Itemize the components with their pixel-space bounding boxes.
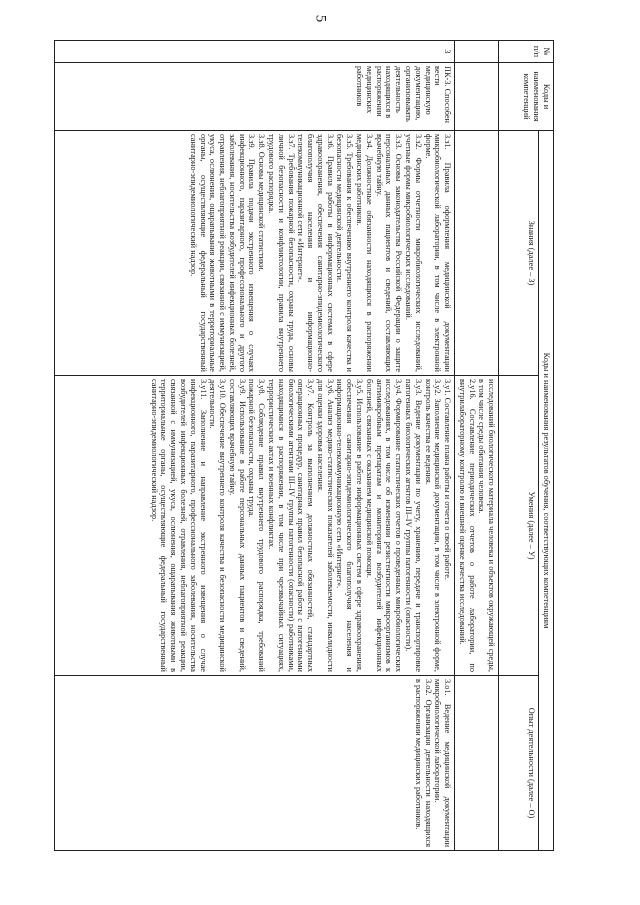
header-num: № п/п (499, 41, 554, 63)
header-experience: Опыт деятельности (далее – О) (499, 676, 539, 851)
knowledge-item: 3.з3. Основы законодательства Российской Федерации о защите персональных данных пациентов и сведений, составляющих врачебную тайну. (374, 134, 404, 372)
skill-item: 3.у7. Контроль за выполнением должностных обязанностей, стандартных операционных процедур, санитарных правил безопасной работы с патогенными биологическими агентами III–IV группы патогенности (опасности) работниками, находящимися в распоряжении, в том числе при чрезвычайных ситуациях, террористических актах и военных конфликтах. (267, 379, 316, 672)
experience-item: 3.о1. Ведение медицинской документации микробиологической лаборатории. (433, 679, 453, 848)
knowledge-item: 3.з6. Правила работы в информационных системах в сфере здравоохранения, обеспечения санитарно-эпидемиологического благополучия населения и информационно-телекоммуникационной сети «Интернет». (296, 134, 335, 372)
knowledge-item: 3.з7. Требования пожарной безопасности, охраны труда, основы личной безопасности и конфликтологии, правила внутреннего трудового распорядка. (267, 134, 296, 372)
skills-cell (55, 376, 455, 676)
competency-table (54, 40, 554, 851)
skill-item: исследований биологического материала человека и объектов окружающей среды, в том числе среды обитания человека. (477, 379, 497, 672)
skill-item: 2.у16. Составление периодических отчетов о работе лаборатории, по внутрилабораторному контролю и внешней оценке качества исследований. (457, 379, 477, 672)
skill-item: 3.у8. Соблюдение правил внутреннего трудового распорядка, требований пожарной безопасности, охраны труда. (247, 379, 267, 672)
skill-item: 3.у9. Использование в работе персональных данных пациентов и сведений, составляющих врачебную тайну. (227, 379, 247, 672)
continuation-experience-cell (455, 676, 499, 851)
row-num: 3 (55, 41, 455, 63)
skill-item: 3.у11. Заполнение и направление экстренного извещения о случае инфекционного, паразитарного, профессионального заболевания, носительства возбудителей инфекционных болезней, отравления, неблагоприятной реакции, связанной с иммунизацией, укуса, ослюнения, ощарапывания животными в территориальные органы, осуществляющие федеральный государственный санитарно-эпидемиологический надзор. (149, 379, 208, 672)
competency-row (55, 41, 455, 851)
knowledge-item: 3.з8. Основы медицинской статистики. (257, 134, 267, 272)
skill-item: 3.у2. Заполнение медицинской документации, в том числе в электронной форме, контроль качества ее ведения. (423, 379, 443, 672)
header-results-group: Коды и наименования результатов обучения, соответствующих компетенциям (539, 131, 554, 851)
continuation-num-cell (455, 41, 499, 63)
knowledge-item: 3.з1. Правила оформления медицинской документации микробиологической лаборатории, в том числе в электронной форме. (423, 134, 453, 372)
knowledge-cell (55, 131, 455, 376)
continuation-row (455, 41, 499, 851)
header-skills: Умения (далее – У) (499, 376, 539, 676)
knowledge-item: 3.з2. Формы отчетности микробиологических исследований, учетные формы микробиологических исследований. (403, 134, 423, 372)
continuation-skills-cell (455, 376, 499, 676)
skill-item: 3.у5. Использование в работе информационных систем в сфере здравоохранения, обеспечения санитарно-эпидемиологического благополучия населения и информационно-телекоммуникационную сеть «Интернет». (335, 379, 365, 672)
skill-item: 3.у1. Составление плана работы и отчета о своей работе. (443, 379, 453, 580)
knowledge-item: 3.з5. Требования к обеспечению внутреннего контроля качества и безопасности медицинской деятельности. (335, 134, 355, 372)
rotated-table-sheet (82, 40, 554, 850)
continuation-code-cell (455, 63, 499, 131)
header-codes: Коды и наименования компетенций (499, 63, 554, 131)
continuation-knowledge-cell (455, 131, 499, 376)
skill-item: 3.у3. Ведение документации по учету, хранению, передаче и транспортировке патогенных биологических агентов III–IV группы патогенности (опасности). (403, 379, 423, 672)
competency-code: ПК-3. Способен вести медицинскую документацию, организовывать деятельность находящихся в распоряжении медицинских работников (55, 63, 455, 131)
skill-item: 3.у4. Формирование статистических отчетов о проведенных микробиологических исследованиях, в том числе об изменении резистентности микроорганизмов к антимикробным препаратам и мониторинга возбудителей инфекционных болезней, связанных с оказанием медицинской помощи. (364, 379, 404, 672)
skill-item: 3.у10. Обеспечение внутреннего контроля качества и безопасности медицинской деятельности. (208, 379, 228, 672)
skill-item: 3.у6. Анализ медико-статистических показателей заболеваемости, инвалидности для оценки здоровья населения. (315, 379, 335, 672)
experience-item: 3.о2. Организация деятельности находящихся в распоряжении медицинских работников. (413, 679, 433, 848)
experience-cell (55, 676, 455, 851)
knowledge-item: 3.з9. Правила подачи экстренного извещения о случаях инфекционного, паразитарного, профессионального и другого заболевания, носительства возбудителей инфекционных болезней, отравления, неблагоприятной реакции, связанной с иммунизацией, укуса, ослюнения, ощарапывания животными в территориальные органы, осуществляющие федеральный государственный санитарно-эпидемиологический надзор. (188, 134, 257, 372)
page-number: 5 (312, 14, 329, 23)
header-knowledge: Знания (далее – З) (499, 131, 539, 376)
knowledge-item: 3.з4. Должностные обязанности находящихся в распоряжении медицинских работников. (355, 134, 374, 372)
